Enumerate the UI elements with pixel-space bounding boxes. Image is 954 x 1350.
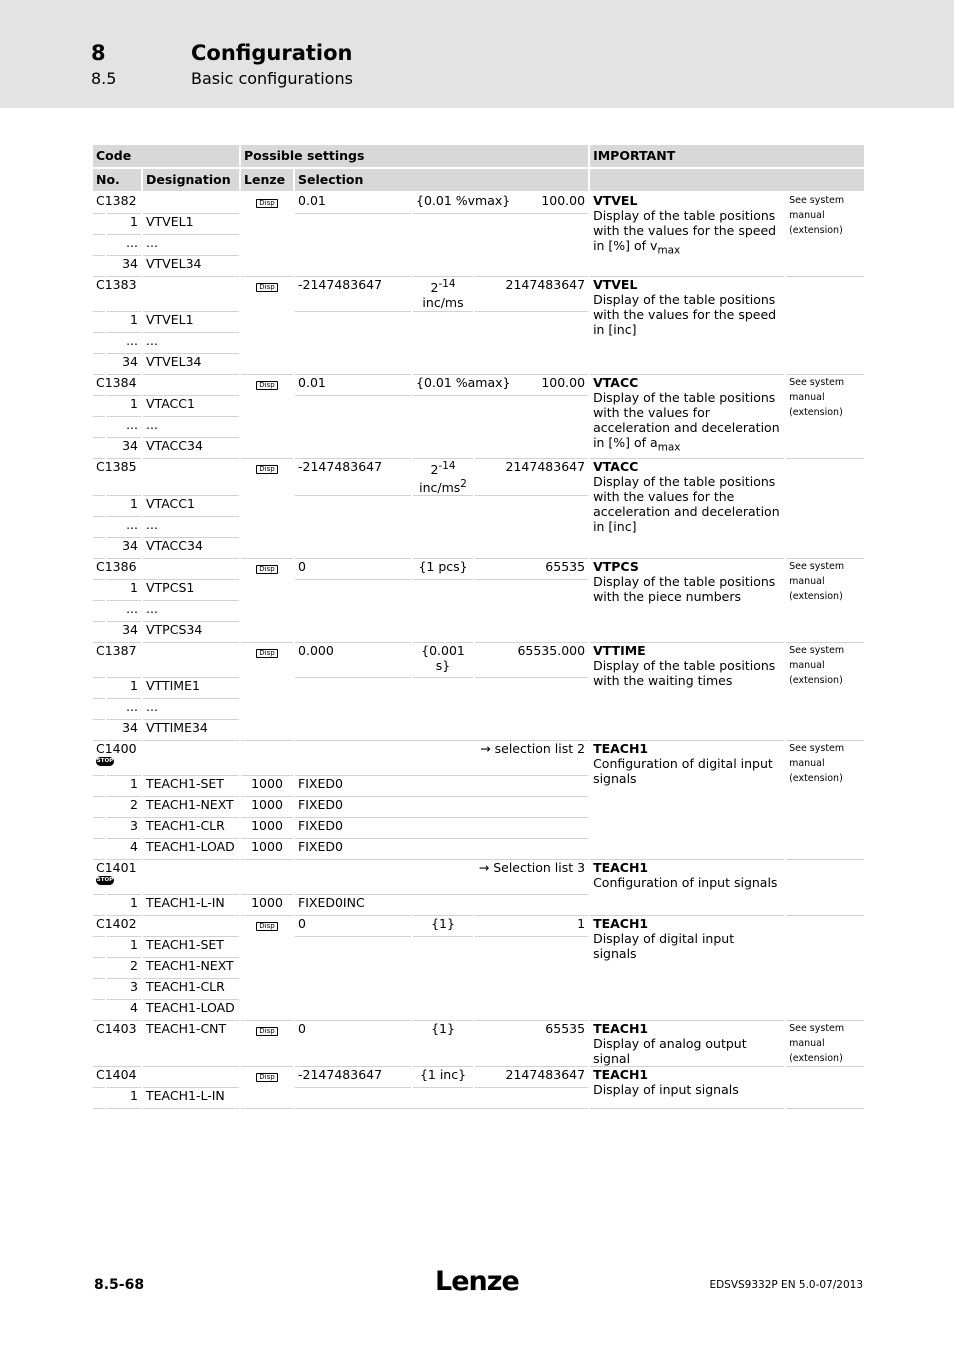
page-number: 8.5-68	[94, 1277, 145, 1293]
table-row: 1 TEACH1-SET	[92, 937, 864, 958]
table-row: C1404 Disp -2147483647 {1 inc} 2147483647 TEACH1 Display of input signals	[92, 1067, 864, 1088]
table-row: 34 VTPCS34	[92, 622, 864, 643]
header-selection: Selection	[294, 168, 589, 192]
important-cell: TEACH1 Display of input signals	[589, 1067, 785, 1109]
table-header-row-1	[92, 145, 864, 168]
table-row: C1401 STOP → Selection list 3 TEACH1 Configuration of input signals	[92, 860, 864, 895]
see-system-cell: See system manual (extension)	[785, 192, 864, 277]
disp-icon: Disp	[256, 465, 277, 474]
disp-icon: Disp	[256, 1027, 277, 1036]
lenze-logo: Lenze	[435, 1266, 519, 1297]
table-row	[92, 192, 864, 214]
table-row: ... ...	[92, 517, 864, 538]
disp-icon: Disp	[256, 922, 277, 931]
important-cell: VTACC Display of the table positions with the values for the acceleration and deceleration in [inc]	[589, 459, 785, 559]
chapter-number: 8	[91, 41, 106, 65]
table-row: 1 VTTIME1	[92, 678, 864, 699]
table-row: 1 VTPCS1	[92, 580, 864, 601]
important-cell: TEACH1 Display of digital input signals	[589, 916, 785, 1021]
important-cell: VTVEL Display of the table positions with the values for the speed in [inc]	[589, 277, 785, 375]
table-row: 1 TEACH1-SET 1000 FIXED0	[92, 776, 864, 797]
table-row: ... ...	[92, 699, 864, 720]
header-possible-settings: Possible settings	[240, 145, 589, 168]
table-row: 1 VTACC1	[92, 496, 864, 517]
important-cell: VTPCS Display of the table positions with the piece numbers	[589, 559, 785, 643]
table-row: 3 TEACH1-CLR	[92, 979, 864, 1000]
table-row: 1 TEACH1-L-IN 1000 FIXED0INC	[92, 895, 864, 916]
range-cell: {0.01 %vmax} 100.00	[412, 192, 589, 214]
disp-icon: Disp	[256, 649, 277, 658]
header-designation: Designation	[142, 168, 240, 192]
section-number: 8.5	[91, 69, 117, 88]
table-row: C1387 Disp 0.000 {0.001 s} 65535.000 VTTIME Display of the table positions with the waiting times See system manual (extension)	[92, 643, 864, 678]
table-row: ... ...	[92, 417, 864, 438]
table-row: ... ...	[92, 601, 864, 622]
table-row: 3 TEACH1-CLR 1000 FIXED0	[92, 818, 864, 839]
table-row: 34 VTACC34	[92, 538, 864, 559]
code-table	[91, 145, 863, 1109]
disp-icon: Disp	[256, 283, 277, 292]
important-cell: VTACC Display of the table positions with the values for acceleration and deceleration in [%] of $a_{max}$	[589, 375, 785, 459]
table-row: 34 VTTIME34	[92, 720, 864, 741]
table-row: 1 VTVEL1	[92, 312, 864, 333]
table-row: C1384 Disp 0.01 {0.01 %amax} 100.00 VTACC Display of the table positions with the values for acceleration and deceleration in [%] of $a_{max}$ See system manual (extension)	[92, 375, 864, 396]
table-row: C1402 Disp 0 {1} 1 TEACH1 Display of digital input signals	[92, 916, 864, 937]
page-header	[0, 0, 954, 108]
table-row: 4 TEACH1-LOAD	[92, 1000, 864, 1021]
table-row: 1 VTVEL1	[92, 214, 864, 235]
table-header-row-2	[92, 168, 864, 192]
document-id: EDSVS9332P EN 5.0-07/2013	[709, 1279, 863, 1291]
table-row: 2 TEACH1-NEXT 1000 FIXED0	[92, 797, 864, 818]
min-cell: 0.01	[294, 192, 412, 214]
stop-icon: STOP	[96, 877, 114, 884]
table-row: C1403 TEACH1-CNT Disp 0 {1} 65535 TEACH1 Display of analog output signal See system manual (extension)	[92, 1021, 864, 1067]
disp-cell	[240, 192, 294, 277]
table-row: ... ...	[92, 333, 864, 354]
header-no: No.	[92, 168, 142, 192]
table-row: 2 TEACH1-NEXT	[92, 958, 864, 979]
table-row: 34 VTACC34	[92, 438, 864, 459]
disp-icon: Disp	[256, 381, 277, 390]
table-row: 34 VTVEL34	[92, 354, 864, 375]
chapter-title: Configuration	[191, 41, 353, 65]
table-row: 1 TEACH1-L-IN	[92, 1088, 864, 1109]
table-row: 1 VTACC1	[92, 396, 864, 417]
code-cell: C1382	[92, 192, 142, 214]
table-row: 4 TEACH1-LOAD 1000 FIXED0	[92, 839, 864, 860]
table-row: C1386 Disp 0 {1 pcs} 65535 VTPCS Display of the table positions with the piece numbers See system manual (extension)	[92, 559, 864, 580]
table-row: C1383 Disp -2147483647 $2^{-14}$ inc/ms 2147483647 VTVEL Display of the table positions with the values for the speed in [inc]	[92, 277, 864, 312]
table-row: ... ...	[92, 235, 864, 256]
important-cell: VTVEL Display of the table positions with the values for the speed in [%] of $v_{max}$	[589, 192, 785, 277]
important-cell: VTTIME Display of the table positions with the waiting times	[589, 643, 785, 741]
stop-icon: STOP	[96, 758, 114, 765]
section-title: Basic configurations	[191, 69, 353, 88]
disp-icon: Disp	[256, 565, 277, 574]
important-cell: TEACH1 Display of analog output signal	[589, 1021, 785, 1067]
header-important: IMPORTANT	[589, 145, 864, 168]
disp-icon: Disp	[256, 199, 277, 208]
important-cell: TEACH1 Configuration of digital input signals	[589, 741, 785, 860]
table-row: 34 VTVEL34	[92, 256, 864, 277]
table-row: C1400 STOP → selection list 2 TEACH1 Configuration of digital input signals See system manual (extension)	[92, 741, 864, 776]
table-row: C1385 Disp -2147483647 $2^{-14}$ inc/$ms^2$ 2147483647 VTACC Display of the table positions with the values for the acceleration and deceleration in [inc]	[92, 459, 864, 496]
disp-icon: Disp	[256, 1073, 277, 1082]
header-blank	[589, 168, 864, 192]
header-lenze: Lenze	[240, 168, 294, 192]
important-cell: TEACH1 Configuration of input signals	[589, 860, 785, 916]
header-code: Code	[92, 145, 240, 168]
